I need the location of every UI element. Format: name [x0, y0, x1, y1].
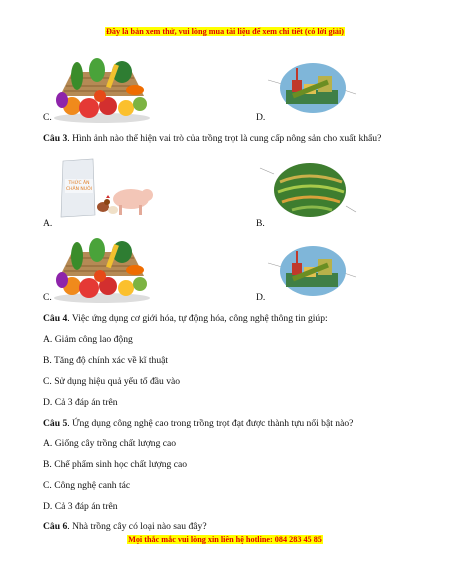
feed-bag-label-2: CHĂN NUÔI [66, 187, 92, 192]
q3-option-c[interactable]: C. [43, 292, 52, 303]
q3-option-d[interactable]: D. [256, 292, 266, 303]
q4-answer-d[interactable]: D. Cả 3 đáp án trên [43, 397, 118, 408]
q3-text: . Hình ảnh nào thể hiện vai trò của trồng trọt là cung cấp nông sản cho xuất khẩu? [67, 133, 382, 144]
q6-question [43, 521, 207, 532]
port-image-2 [268, 243, 358, 298]
terrace-field-image [258, 160, 358, 220]
q5-answer-a[interactable]: A. Giống cây trồng chất lượng cao [43, 438, 177, 449]
q4-number: Câu 4 [43, 313, 68, 324]
q6-text: . Nhà trồng cây có loại nào sau đây? [67, 521, 207, 532]
q5-answer-b[interactable]: B. Chế phẩm sinh học chất lượng cao [43, 459, 188, 470]
feed-bag-label-1: THỨC ĂN [68, 181, 90, 186]
header-banner: Đây là bản xem thử, vui lòng mua tài liệu để xem chi tiết (có lời giải) [105, 27, 344, 36]
q5-number: Câu 5 [43, 418, 68, 429]
q4-answer-c[interactable]: C. Sử dụng hiệu quả yếu tố đầu vào [43, 376, 181, 387]
port-image [268, 60, 358, 115]
q4-answer-a[interactable]: A. Giảm công lao động [43, 334, 133, 345]
q3-number: Câu 3 [43, 133, 68, 144]
footer-banner: Mọi thắc mắc vui lòng xin liên hệ hotline: 084 283 45 85 [128, 535, 322, 544]
q4-answer-b[interactable]: B. Tăng độ chính xác về kĩ thuật [43, 355, 169, 366]
q2-option-c[interactable]: C. [43, 112, 52, 123]
vegetable-basket-image-2 [52, 236, 152, 306]
q4-text: . Việc ứng dụng cơ giới hóa, tự động hóa, công nghệ thông tin giúp: [67, 313, 328, 324]
q5-answer-d[interactable]: D. Cả 3 đáp án trên [43, 501, 118, 512]
vegetable-basket-image [52, 56, 152, 126]
q3-option-a[interactable]: A. [43, 218, 53, 229]
q6-number: Câu 6 [43, 521, 68, 532]
q3-option-b[interactable]: B. [256, 218, 265, 229]
animal-feed-image [55, 155, 155, 223]
q5-text: . Ứng dụng công nghệ cao trong trồng trọt đạt được thành tựu nổi bật nào? [67, 418, 354, 429]
q4-question [43, 313, 328, 324]
q5-answer-c[interactable]: C. Công nghệ canh tác [43, 480, 131, 491]
q5-question [43, 418, 353, 429]
q2-option-d[interactable]: D. [256, 112, 266, 123]
q3-question [43, 133, 381, 144]
